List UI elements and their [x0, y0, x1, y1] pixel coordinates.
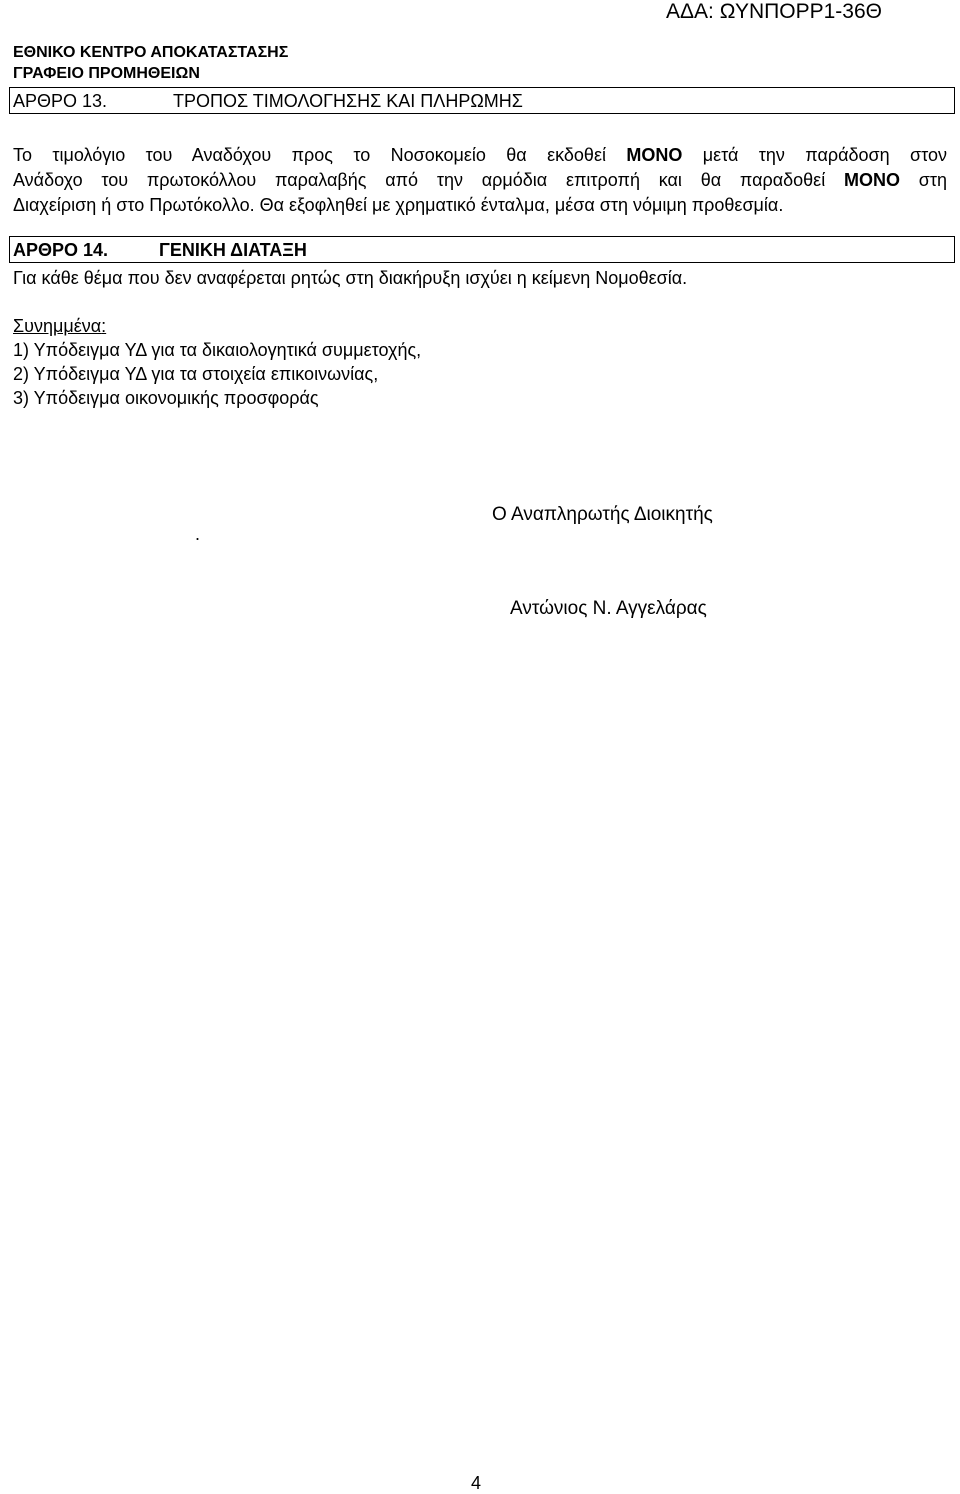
article-13-line-1-emphasis: ΜΟΝΟ — [626, 145, 683, 165]
article-14-number: ΑΡΘΡΟ 14. — [13, 240, 109, 260]
article-14-title: ΓΕΝΙΚΗ ΔΙΑΤΑΞΗ — [159, 240, 307, 260]
article-13-body — [13, 143, 947, 218]
article-13-line-3: Διαχείριση ή στο Πρωτόκολλο. Θα εξοφληθεί με χρηματικό ένταλμα, μέσα στη νόμιμη προθεσμία. — [13, 195, 784, 215]
page-number: 4 — [471, 1473, 482, 1493]
signatory-name: Αντώνιος Ν. Αγγελάρας — [510, 598, 707, 619]
article-13-title: ΤΡΟΠΟΣ ΤΙΜΟΛΟΓΗΣΗΣ ΚΑΙ ΠΛΗΡΩΜΗΣ — [173, 91, 523, 111]
signatory-title: Ο Αναπληρωτής Διοικητής — [492, 504, 713, 525]
attachments-heading — [13, 314, 106, 339]
article-13-line-2 — [13, 168, 947, 193]
article-13-line-2-emphasis: ΜΟΝΟ — [843, 170, 900, 190]
list-item: 1) Υπόδειγμα ΥΔ για τα δικαιολογητικά συμμετοχής, — [13, 340, 422, 360]
list-item: 3) Υπόδειγμα οικονομικής προσφοράς — [13, 388, 319, 408]
article-13-line-1-start: Το τιμολόγιο του Αναδόχου προς το Νοσοκομείο θα εκδοθεί — [13, 145, 627, 165]
article-13-line-2-start: Ανάδοχο του πρωτοκόλλου παραλαβής από την αρμόδια επιτροπή και θα παραδοθεί — [13, 170, 844, 190]
article-14-heading — [9, 236, 955, 263]
article-13-line-1 — [13, 143, 947, 168]
article-13-line-1-end: μετά την παράδοση στον — [682, 145, 948, 165]
attachments-title: Συνημμένα — [13, 316, 102, 336]
signature-dot: . — [195, 524, 201, 544]
article-13-number: ΑΡΘΡΟ 13. — [13, 91, 108, 111]
article-13-line-2-end: στη — [899, 170, 948, 190]
attachments-list — [13, 338, 421, 410]
list-item: 2) Υπόδειγμα ΥΔ για τα στοιχεία επικοινωνίας, — [13, 364, 379, 384]
organization-name: ΕΘΝΙΚΟ ΚΕΝΤΡΟ ΑΠΟΚΑΤΑΣΤΑΣΗΣ — [13, 44, 289, 61]
department-name: ΓΡΑΦΕΙΟ ΠΡΟΜΗΘΕΙΩΝ — [13, 65, 200, 82]
article-14-body: Για κάθε θέμα που δεν αναφέρεται ρητώς στη διακήρυξη ισχύει η κείμενη Νομοθεσία. — [13, 268, 688, 288]
ada-code: ΑΔΑ: ΩΥΝΠΟΡΡ1-36Θ — [666, 0, 882, 23]
attachments-title-colon: : — [101, 316, 107, 336]
article-13-heading — [9, 87, 955, 114]
